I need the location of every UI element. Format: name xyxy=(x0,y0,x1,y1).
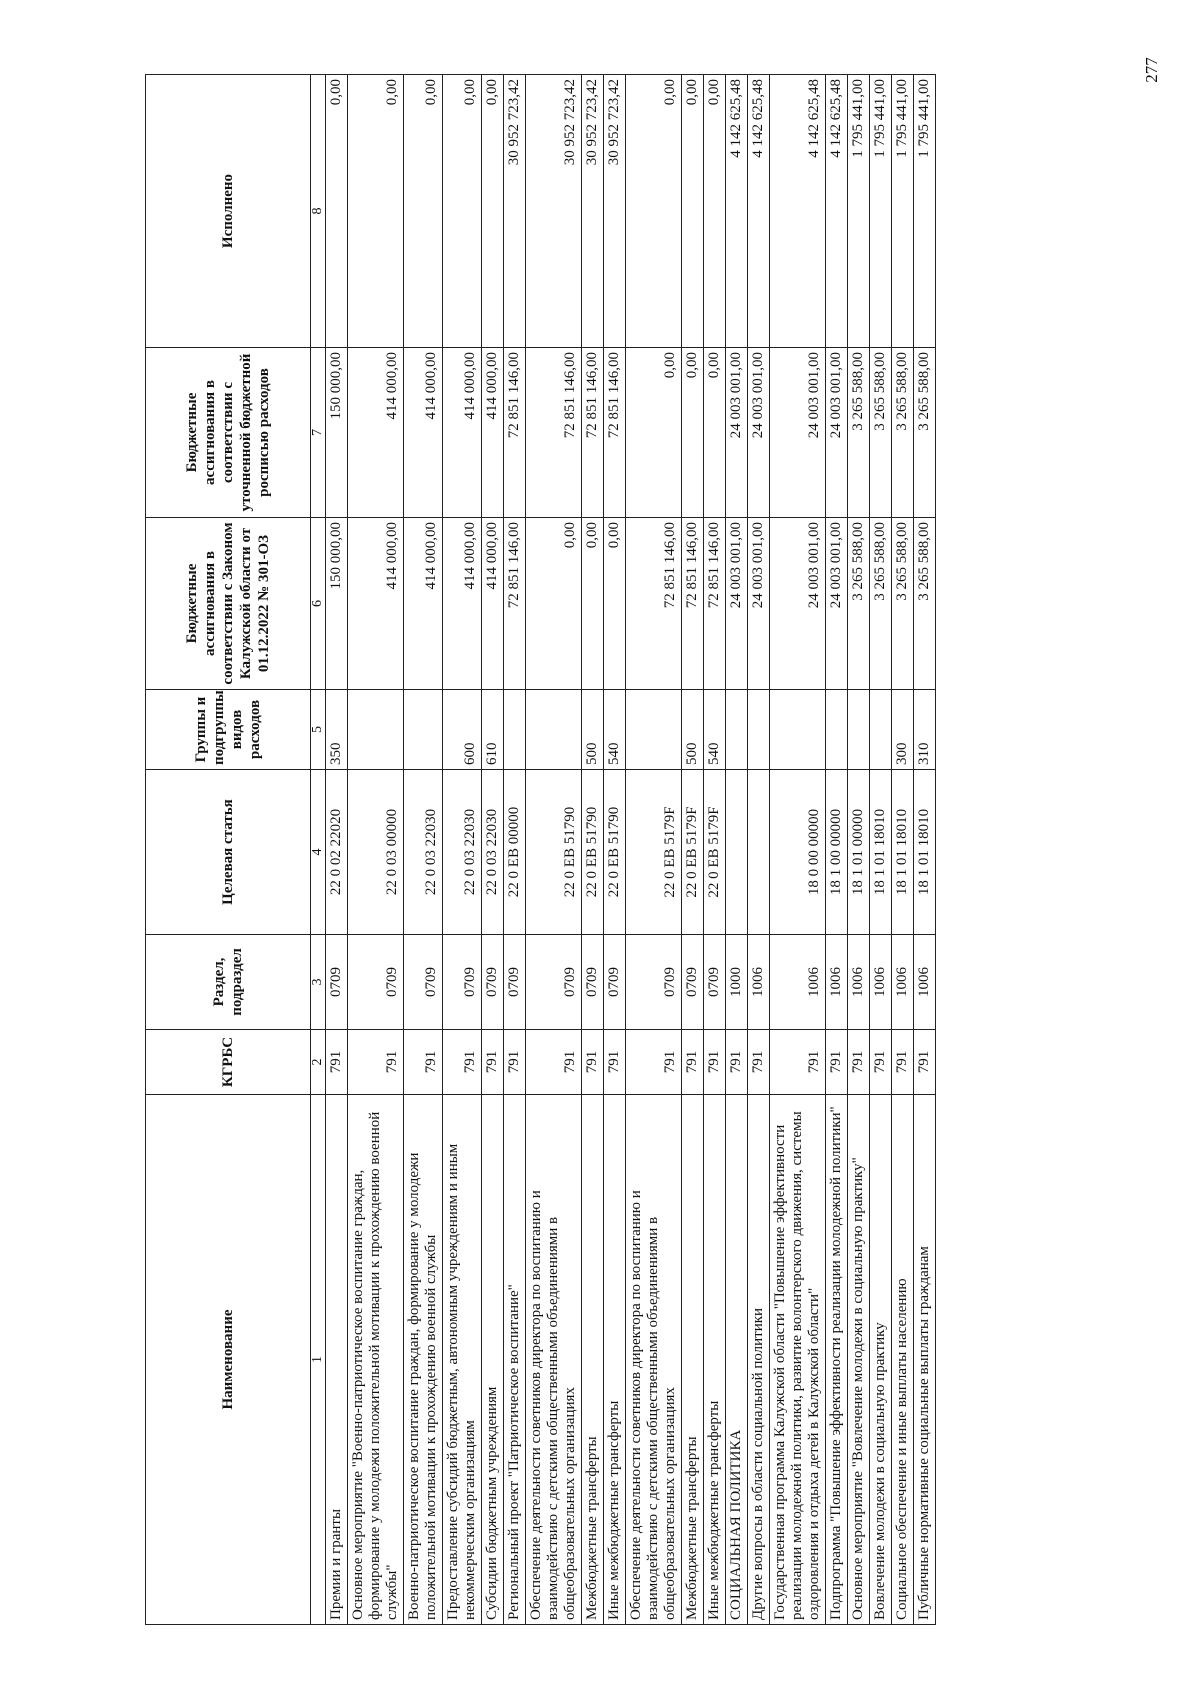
row-celevaya: 22 0 ЕВ 5179F xyxy=(704,770,726,935)
header-zakon: Бюджетные ассигнования в соответствии с Законом Калужской области от 01.12.2022 № 301-ОЗ xyxy=(146,518,311,690)
row-name: СОЦИАЛЬНАЯ ПОЛИТИКА xyxy=(726,1095,748,1625)
row-rospis: 3 265 588,00 xyxy=(892,348,914,518)
row-ispolneno: 0,00 xyxy=(443,75,482,348)
row-rospis: 414 000,00 xyxy=(482,348,504,518)
column-number: 7 xyxy=(311,348,326,518)
row-rospis: 72 851 146,00 xyxy=(504,348,526,518)
row-kgrbs: 791 xyxy=(870,1030,892,1095)
row-rospis: 3 265 588,00 xyxy=(914,348,936,518)
row-rospis: 72 851 146,00 xyxy=(582,348,604,518)
header-razdel: Раздел, подраздел xyxy=(146,935,311,1030)
row-razdel: 0709 xyxy=(348,935,404,1030)
row-rospis: 150 000,00 xyxy=(326,348,348,518)
table-row xyxy=(526,75,582,1625)
row-razdel: 1006 xyxy=(892,935,914,1030)
row-celevaya: 22 0 ЕВ 5179F xyxy=(682,770,704,935)
row-vid: 500 xyxy=(582,690,604,770)
row-zakon: 414 000,00 xyxy=(348,518,404,690)
table-row xyxy=(704,75,726,1625)
row-zakon: 414 000,00 xyxy=(443,518,482,690)
row-ispolneno: 4 142 625,48 xyxy=(826,75,848,348)
row-zakon: 24 003 001,00 xyxy=(826,518,848,690)
row-razdel: 1006 xyxy=(848,935,870,1030)
table-row xyxy=(748,75,770,1625)
row-name: Другие вопросы в области социальной политики xyxy=(748,1095,770,1625)
row-kgrbs: 791 xyxy=(848,1030,870,1095)
row-name: Социальное обеспечение и иные выплаты населению xyxy=(892,1095,914,1625)
table-row xyxy=(726,75,748,1625)
row-kgrbs: 791 xyxy=(404,1030,443,1095)
row-rospis: 24 003 001,00 xyxy=(726,348,748,518)
row-name: Межбюджетные трансферты xyxy=(682,1095,704,1625)
row-vid xyxy=(748,690,770,770)
row-ispolneno: 0,00 xyxy=(404,75,443,348)
row-vid: 300 xyxy=(892,690,914,770)
row-name: Военно-патриотическое воспитание граждан, формирование у молодежи положительной мотивации к прохождению военной службы xyxy=(404,1095,443,1625)
row-zakon: 414 000,00 xyxy=(482,518,504,690)
row-kgrbs: 791 xyxy=(826,1030,848,1095)
row-vid xyxy=(826,690,848,770)
row-kgrbs: 791 xyxy=(526,1030,582,1095)
row-rospis: 0,00 xyxy=(682,348,704,518)
budget-table xyxy=(145,74,936,1625)
row-celevaya: 22 0 ЕВ 51790 xyxy=(604,770,626,935)
row-rospis: 72 851 146,00 xyxy=(526,348,582,518)
row-vid xyxy=(626,690,682,770)
row-name: Подпрограмма "Повышение эффективности реализации молодежной политики" xyxy=(826,1095,848,1625)
row-zakon: 0,00 xyxy=(604,518,626,690)
row-vid: 540 xyxy=(604,690,626,770)
row-celevaya: 22 0 03 22030 xyxy=(443,770,482,935)
header-name: Наименование xyxy=(146,1095,311,1625)
row-kgrbs: 791 xyxy=(626,1030,682,1095)
row-name: Региональный проект "Патриотическое воспитание" xyxy=(504,1095,526,1625)
row-name: Премии и гранты xyxy=(326,1095,348,1625)
row-celevaya: 22 0 ЕВ 51790 xyxy=(582,770,604,935)
row-zakon: 150 000,00 xyxy=(326,518,348,690)
row-zakon: 72 851 146,00 xyxy=(626,518,682,690)
row-celevaya xyxy=(726,770,748,935)
table-row xyxy=(326,75,348,1625)
table-row xyxy=(404,75,443,1625)
row-kgrbs: 791 xyxy=(726,1030,748,1095)
table-row xyxy=(482,75,504,1625)
row-rospis: 24 003 001,00 xyxy=(748,348,770,518)
row-celevaya: 22 0 03 22030 xyxy=(404,770,443,935)
row-rospis: 414 000,00 xyxy=(404,348,443,518)
row-razdel: 0709 xyxy=(526,935,582,1030)
row-zakon: 72 851 146,00 xyxy=(682,518,704,690)
table-row xyxy=(604,75,626,1625)
row-razdel: 0709 xyxy=(626,935,682,1030)
row-name: Иные межбюджетные трансферты xyxy=(704,1095,726,1625)
row-vid: 350 xyxy=(326,690,348,770)
row-ispolneno: 0,00 xyxy=(682,75,704,348)
row-vid xyxy=(770,690,826,770)
row-kgrbs: 791 xyxy=(704,1030,726,1095)
row-celevaya: 22 0 ЕВ 5179F xyxy=(626,770,682,935)
row-name: Основное мероприятие "Вовлечение молодежи в социальную практику" xyxy=(848,1095,870,1625)
row-celevaya: 18 1 01 18010 xyxy=(870,770,892,935)
row-razdel: 0709 xyxy=(443,935,482,1030)
table-row xyxy=(892,75,914,1625)
row-vid xyxy=(848,690,870,770)
row-kgrbs: 791 xyxy=(582,1030,604,1095)
row-razdel: 1006 xyxy=(870,935,892,1030)
row-vid: 540 xyxy=(704,690,726,770)
row-name: Межбюджетные трансферты xyxy=(582,1095,604,1625)
row-razdel: 0709 xyxy=(582,935,604,1030)
row-zakon: 414 000,00 xyxy=(404,518,443,690)
row-ispolneno: 1 795 441,00 xyxy=(870,75,892,348)
row-razdel: 1006 xyxy=(770,935,826,1030)
header-row xyxy=(146,75,311,1625)
row-vid xyxy=(348,690,404,770)
row-ispolneno: 1 795 441,00 xyxy=(892,75,914,348)
row-ispolneno: 30 952 723,42 xyxy=(526,75,582,348)
rotated-table-page xyxy=(145,75,1145,1625)
row-vid xyxy=(504,690,526,770)
row-ispolneno: 4 142 625,48 xyxy=(726,75,748,348)
row-rospis: 3 265 588,00 xyxy=(848,348,870,518)
row-rospis: 0,00 xyxy=(704,348,726,518)
row-razdel: 0709 xyxy=(482,935,504,1030)
row-razdel: 0709 xyxy=(504,935,526,1030)
row-ispolneno: 30 952 723,42 xyxy=(604,75,626,348)
row-razdel: 1006 xyxy=(826,935,848,1030)
row-rospis: 0,00 xyxy=(626,348,682,518)
column-number: 2 xyxy=(311,1030,326,1095)
table-row xyxy=(914,75,936,1625)
row-name: Вовлечение молодежи в социальную практику xyxy=(870,1095,892,1625)
table-row xyxy=(870,75,892,1625)
row-name: Основное мероприятие "Военно-патриотическое воспитание граждан, формирование у молодежи положительной мотивации к прохождению военной службы" xyxy=(348,1095,404,1625)
table-body xyxy=(326,75,936,1625)
row-vid: 600 xyxy=(443,690,482,770)
row-vid: 310 xyxy=(914,690,936,770)
row-kgrbs: 791 xyxy=(914,1030,936,1095)
header-rospis: Бюджетные ассигнования в соответствии с уточненной бюджетной росписью расходов xyxy=(146,348,311,518)
column-number: 4 xyxy=(311,770,326,935)
column-number-row xyxy=(311,75,326,1625)
row-kgrbs: 791 xyxy=(770,1030,826,1095)
table-row xyxy=(682,75,704,1625)
row-vid: 500 xyxy=(682,690,704,770)
row-ispolneno: 0,00 xyxy=(626,75,682,348)
row-zakon: 24 003 001,00 xyxy=(770,518,826,690)
row-vid xyxy=(526,690,582,770)
row-celevaya: 22 0 03 00000 xyxy=(348,770,404,935)
row-celevaya: 22 0 ЕВ 51790 xyxy=(526,770,582,935)
row-ispolneno: 0,00 xyxy=(348,75,404,348)
row-kgrbs: 791 xyxy=(443,1030,482,1095)
row-ispolneno: 1 795 441,00 xyxy=(848,75,870,348)
row-razdel: 0709 xyxy=(404,935,443,1030)
row-celevaya: 22 0 03 22030 xyxy=(482,770,504,935)
row-ispolneno: 30 952 723,42 xyxy=(582,75,604,348)
row-rospis: 24 003 001,00 xyxy=(826,348,848,518)
row-razdel: 0709 xyxy=(682,935,704,1030)
row-kgrbs: 791 xyxy=(748,1030,770,1095)
row-rospis: 414 000,00 xyxy=(348,348,404,518)
row-ispolneno: 0,00 xyxy=(704,75,726,348)
column-number: 3 xyxy=(311,935,326,1030)
column-number: 8 xyxy=(311,75,326,348)
row-name: Субсидии бюджетным учреждениям xyxy=(482,1095,504,1625)
row-zakon: 0,00 xyxy=(582,518,604,690)
row-razdel: 0709 xyxy=(326,935,348,1030)
table-row xyxy=(443,75,482,1625)
row-zakon: 0,00 xyxy=(526,518,582,690)
row-zakon: 3 265 588,00 xyxy=(892,518,914,690)
row-rospis: 24 003 001,00 xyxy=(770,348,826,518)
row-celevaya: 22 0 02 22020 xyxy=(326,770,348,935)
row-vid xyxy=(726,690,748,770)
row-name: Предоставление субсидий бюджетным, автономным учреждениям и иным некоммерческим организациям xyxy=(443,1095,482,1625)
row-celevaya: 22 0 ЕВ 00000 xyxy=(504,770,526,935)
row-zakon: 3 265 588,00 xyxy=(848,518,870,690)
row-kgrbs: 791 xyxy=(892,1030,914,1095)
header-vid: Группы и подгруппы видов расходов xyxy=(146,690,311,770)
row-zakon: 72 851 146,00 xyxy=(504,518,526,690)
row-ispolneno: 4 142 625,48 xyxy=(748,75,770,348)
page-number: 277 xyxy=(1141,57,1161,83)
row-vid xyxy=(870,690,892,770)
table-row xyxy=(348,75,404,1625)
table-row xyxy=(504,75,526,1625)
header-kgrbs: КГРБС xyxy=(146,1030,311,1095)
row-ispolneno: 0,00 xyxy=(482,75,504,348)
row-ispolneno: 1 795 441,00 xyxy=(914,75,936,348)
row-name: Государственная программа Калужской области "Повышение эффективности реализации молодежной политики, развитие волонтерского движения, системы оздоровления и отдыха детей в Калужской области" xyxy=(770,1095,826,1625)
row-name: Публичные нормативные социальные выплаты гражданам xyxy=(914,1095,936,1625)
column-number: 6 xyxy=(311,518,326,690)
table-row xyxy=(582,75,604,1625)
column-number: 5 xyxy=(311,690,326,770)
row-celevaya: 18 1 01 18010 xyxy=(914,770,936,935)
table-row xyxy=(626,75,682,1625)
row-ispolneno: 4 142 625,48 xyxy=(770,75,826,348)
row-rospis: 414 000,00 xyxy=(443,348,482,518)
row-name: Обеспечение деятельности советников директора по воспитанию и взаимодействию с детскими общественными объединениями в общеобразовательных организациях xyxy=(626,1095,682,1625)
row-name: Иные межбюджетные трансферты xyxy=(604,1095,626,1625)
row-ispolneno: 0,00 xyxy=(326,75,348,348)
table-row xyxy=(848,75,870,1625)
row-rospis: 72 851 146,00 xyxy=(604,348,626,518)
row-kgrbs: 791 xyxy=(604,1030,626,1095)
row-razdel: 0709 xyxy=(704,935,726,1030)
row-kgrbs: 791 xyxy=(326,1030,348,1095)
row-ispolneno: 30 952 723,42 xyxy=(504,75,526,348)
row-celevaya: 18 1 01 00000 xyxy=(848,770,870,935)
row-zakon: 3 265 588,00 xyxy=(870,518,892,690)
row-rospis: 3 265 588,00 xyxy=(870,348,892,518)
row-razdel: 0709 xyxy=(604,935,626,1030)
row-kgrbs: 791 xyxy=(348,1030,404,1095)
row-zakon: 3 265 588,00 xyxy=(914,518,936,690)
column-number: 1 xyxy=(311,1095,326,1625)
row-celevaya: 18 0 00 00000 xyxy=(770,770,826,935)
row-zakon: 24 003 001,00 xyxy=(748,518,770,690)
header-celevaya: Целевая статья xyxy=(146,770,311,935)
row-zakon: 24 003 001,00 xyxy=(726,518,748,690)
row-vid xyxy=(404,690,443,770)
row-name: Обеспечение деятельности советников директора по воспитанию и взаимодействию с детскими общественными объединениями в общеобразовательных организациях xyxy=(526,1095,582,1625)
table-row xyxy=(770,75,826,1625)
row-kgrbs: 791 xyxy=(482,1030,504,1095)
row-razdel: 1006 xyxy=(914,935,936,1030)
row-zakon: 72 851 146,00 xyxy=(704,518,726,690)
row-celevaya: 18 1 01 18010 xyxy=(892,770,914,935)
row-celevaya xyxy=(748,770,770,935)
row-kgrbs: 791 xyxy=(504,1030,526,1095)
row-kgrbs: 791 xyxy=(682,1030,704,1095)
header-ispolneno: Исполнено xyxy=(146,75,311,348)
row-celevaya: 18 1 00 00000 xyxy=(826,770,848,935)
table-row xyxy=(826,75,848,1625)
row-vid: 610 xyxy=(482,690,504,770)
row-razdel: 1006 xyxy=(748,935,770,1030)
row-razdel: 1000 xyxy=(726,935,748,1030)
